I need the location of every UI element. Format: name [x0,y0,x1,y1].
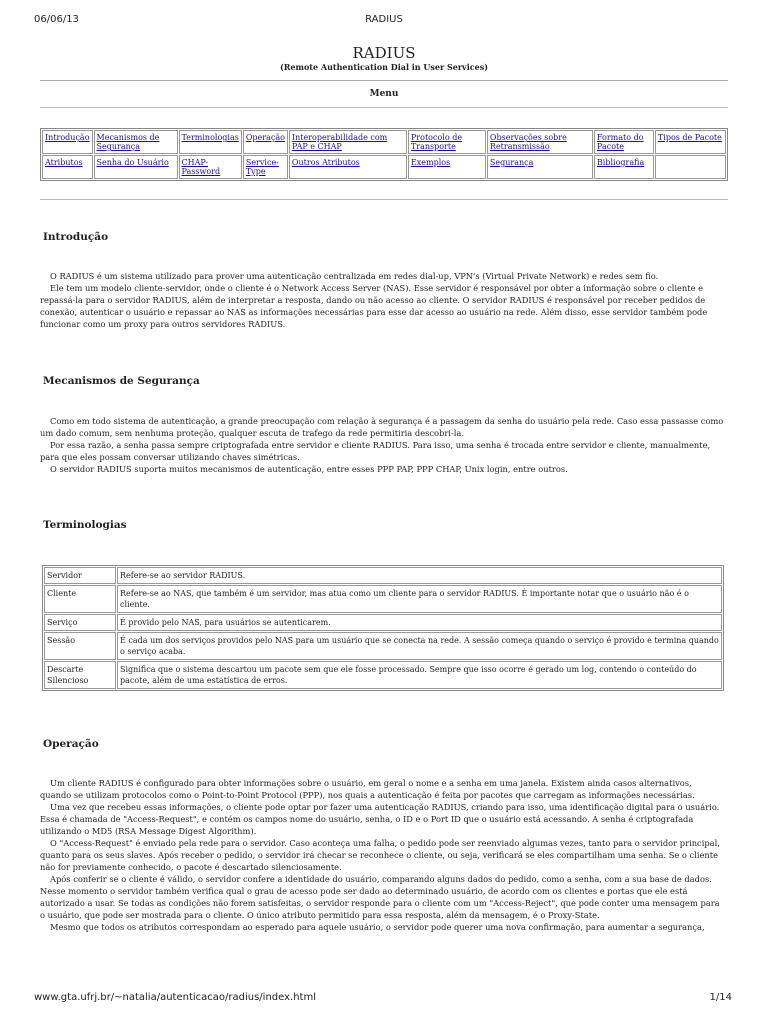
menu-link-retransmissao[interactable]: Observações sobre Retransmissão [489,133,567,151]
print-footer [0,992,768,1006]
definition-cell: Significa que o sistema descartou um pacote sem que ele fosse processado. Sempre que isso ocorre é gerado um log, contendo o conteúdo do pacote, além de uma estatística de erros. [117,661,722,689]
divider [40,80,728,81]
paragraph: O RADIUS é um sistema utilizado para prover uma autenticação centralizada em redes dial-up, VPN's (Virtual Private Network) e redes sem fio. [50,271,659,281]
menu-link-interoperabilidade[interactable]: Interoperabilidade com PAP e CHAP [291,133,388,151]
term-cell: Descarte Silencioso [44,661,116,689]
section-body-mecanismos [40,415,724,475]
menu-link-service-type[interactable]: Service-Type [245,158,279,176]
section-body-operacao [40,777,724,933]
document-page [40,40,728,200]
table-row [44,632,722,660]
paragraph: Ele tem um modelo cliente-servidor, onde o cliente é o Network Access Server (NAS). Esse servidor é responsável por obter a informação sobre o cliente e repassá-la para o servidor RADIUS, além de interpretar a resposta, dando ou não acesso ao cliente. O servidor RADIUS é responsável por receber pedidos de conexão, autenticar o usuário e repassar ao NAS as informações necessárias para esse dar acesso ao usuário na rede. Além disso, esse servidor também pode funcionar como um proxy para outros servidores RADIUS. [40,283,708,329]
term-cell: Sessão [44,632,116,660]
menu-row [42,130,726,154]
menu-link-mecanismos[interactable]: Mecanismos de Segurança [96,133,160,151]
menu-link-operacao[interactable]: Operação [245,133,285,142]
terms-table [42,565,724,691]
paragraph: Uma vez que recebeu essas informações, o cliente pode optar por fazer uma autenticação RADIUS, criando para isso, uma identificação digital para o usuário. Essa é chamada de "Access-Request", e contém os campos nome do usuário, senha, o ID e o Port ID que o usuário está acessando. A senha é criptografada utilizando o MD5 (RSA Message Digest Algorithm). [40,802,720,836]
print-date: 06/06/13 [34,14,79,25]
section-heading-mecanismos: Mecanismos de Segurança [43,375,200,387]
menu-link-formato[interactable]: Formato do Pacote [596,133,644,151]
menu-link-atributos[interactable]: Atributos [45,158,83,167]
menu-link-senha[interactable]: Senha do Usuário [96,158,169,167]
term-cell: Servidor [44,567,116,584]
table-row [44,585,722,613]
section-heading-operacao: Operação [43,738,99,750]
menu-empty-cell [655,155,726,179]
menu-link-exemplos[interactable]: Exemplos [410,158,451,167]
menu-link-tipos[interactable]: Tipos de Pacote [657,133,722,142]
paragraph: Por essa razão, a senha passa sempre criptografada entre servidor e cliente RADIUS. Para isso, uma senha é trocada entre servidor e cliente, manualmente, para que eles possam conversar utilizando chaves simétricas. [40,440,711,462]
menu-link-chap-password[interactable]: CHAP-Password [181,158,221,176]
definition-cell: Refere-se ao servidor RADIUS. [117,567,722,584]
definition-cell: Refere-se ao NAS, que também é um servidor, mas atua como um cliente para o servidor RADIUS. É importante notar que o usuário não é o cliente. [117,585,722,613]
menu-table [40,128,728,181]
menu-link-outros-atributos[interactable]: Outros Atributos [291,158,360,167]
page-subtitle: (Remote Authentication Dial in User Services) [279,62,488,72]
menu-link-terminologias[interactable]: Terminologias [181,133,239,142]
section-body-introducao [40,270,724,330]
paragraph: Como em todo sistema de autenticação, a grande preocupação com relação à segurança é a passagem da senha do usuário pela rede. Caso essa passasse como um dado comum, sem nenhuma proteção, qualquer escuta de trafego da rede permitiria descobri-la. [40,416,724,438]
menu-link-seguranca[interactable]: Segurança [489,158,534,167]
section-heading-terminologias: Terminologias [43,519,127,531]
print-title: RADIUS [365,14,403,25]
paragraph: O "Access-Request" é enviado pela rede para o servidor. Caso aconteça uma falha, o pedido pode ser reenviado algumas vezes, tanto para o servidor principal, quanto para os seus slaves. Após receber o pedido, o servidor irá checar se reconhece o cliente, ou seja, verificará se eles compartilham uma senha. Se o cliente não for previamente conhecido, o pacote é descartado silenciosamente. [40,838,720,872]
table-row [44,567,722,584]
term-cell: Serviço [44,614,116,631]
print-url: www.gta.ufrj.br/~natalia/autenticacao/radius/index.html [34,992,316,1003]
paragraph: O servidor RADIUS suporta muitos mecanismos de autenticação, entre esses PPP PAP, PPP CHAP, Unix login, entre outros. [50,464,568,474]
section-heading-introducao: Introdução [43,231,109,243]
divider [40,107,728,108]
print-header [0,14,768,28]
table-row [44,661,722,689]
table-row [44,614,722,631]
page-title: RADIUS [352,44,416,62]
paragraph: Um cliente RADIUS é configurado para obter informações sobre o usuário, em geral o nome e a senha em uma janela. Existem ainda casos alternativos, quando se utilizam protocolos como o Point-to-Point Protocol (PPP), nos quais a autenticação é feita por pacotes que carregam as informações necessárias. [40,778,695,800]
divider [40,199,728,200]
definition-cell: É provido pelo NAS, para usuários se autenticarem. [117,614,722,631]
paragraph: Após conferir se o cliente é válido, o servidor confere a identidade do usuário, comparando alguns dados do pedido, como a senha, com a sua base de dados. Nesse momento o servidor também verifica qual o grau de acesso pode ser dado ao determinado usuário, de acordo com os clientes e portas que ele está autorizado a usar. Se todas as condições não forem satisfeitas, o servidor responde para o cliente com um "Access-Reject", que pode conter uma mensagem para o usuário, que pode ser mostrada para o cliente. O único atributo permitido para essa resposta, além da mensagem, é o Proxy-State. [40,874,720,920]
menu-title: Menu [369,89,399,99]
definition-cell: É cada um dos serviços providos pelo NAS para um usuário que se conecta na rede. A sessão começa quando o serviço é provido e termina quando o serviço acaba. [117,632,722,660]
print-page-number: 1/14 [709,992,732,1003]
menu-link-introducao[interactable]: Introdução [45,133,90,142]
menu-link-protocolo[interactable]: Protocolo de Transporte [410,133,463,151]
paragraph: Mesmo que todos os atributos correspondam ao esperado para aquele usuário, o servidor pode querer uma nova confirmação, para aumentar a segurança, [50,922,705,932]
term-cell: Cliente [44,585,116,613]
menu-link-bibliografia[interactable]: Bibliografia [596,158,645,167]
menu-row [42,155,726,179]
